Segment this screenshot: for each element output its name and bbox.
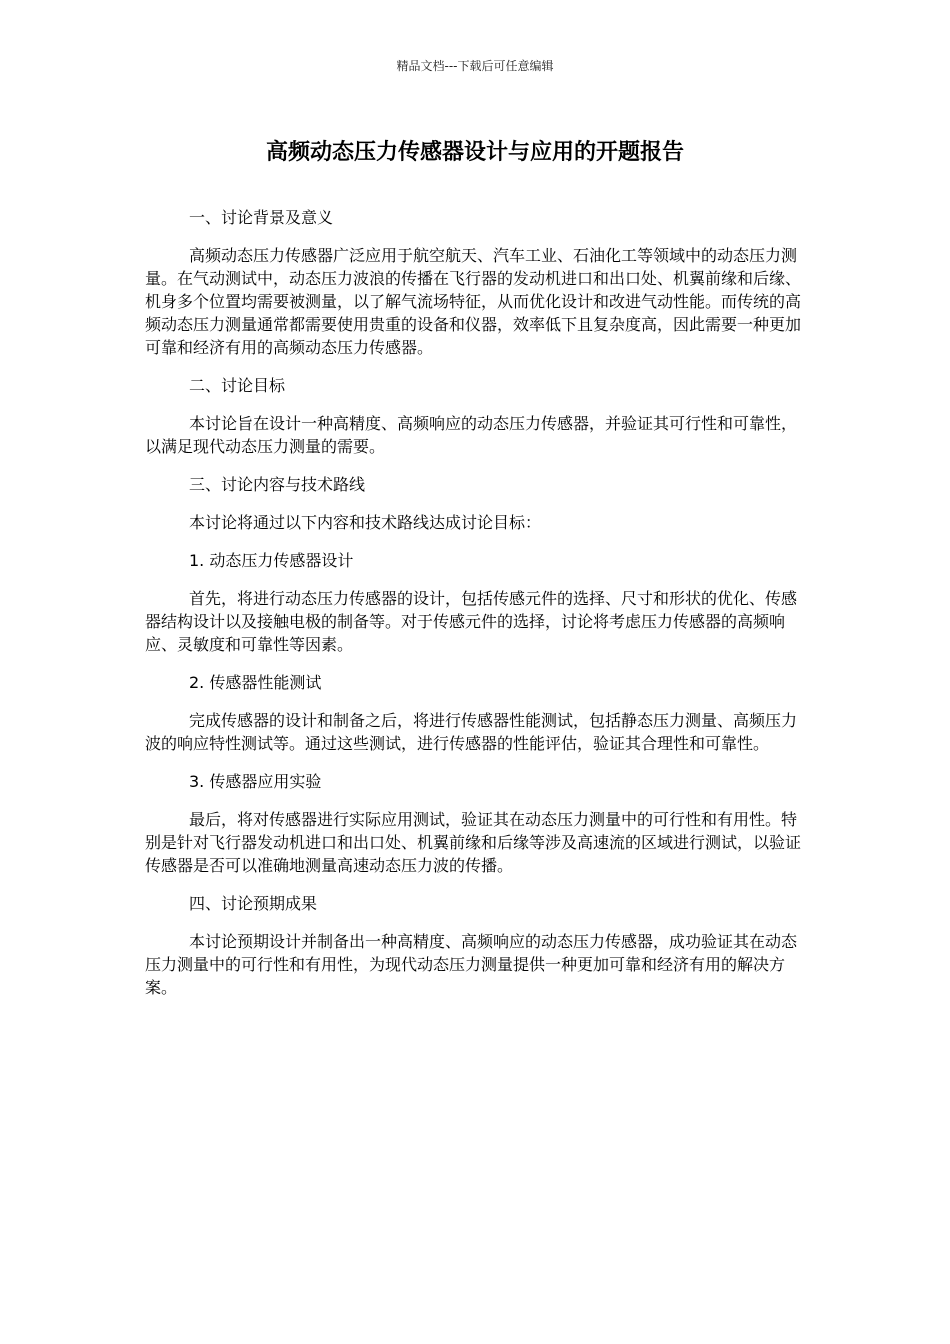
paragraph-background: 高频动态压力传感器广泛应用于航空航天、汽车工业、石油化工等领域中的动态压力测量。在气动测试中，动态压力波浪的传播在飞行器的发动机进口和出口处、机翼前缘和后缘、机身多个位置均需要被测量，以了解气流场特征，从而优化设计和改进气动性能。而传统的高频动态压力测量通常都需要使用贵重的设备和仪器，效率低下且复杂度高，因此需要一种更加可靠和经济有用的高频动态压力传感器。 [145,246,802,357]
subsection-heading-design: 1. 动态压力传感器设计 [189,551,354,570]
paragraph-expected-results: 本讨论预期设计并制备出一种高精度、高频响应的动态压力传感器，成功验证其在动态压力测量中的可行性和有用性，为现代动态压力测量提供一种更加可靠和经济有用的解决方案。 [145,932,798,997]
subsection-heading-testing: 2. 传感器性能测试 [189,673,322,692]
paragraph-application: 最后，将对传感器进行实际应用测试，验证其在动态压力测量中的可行性和有用性。特别是针对飞行器发动机进口和出口处、机翼前缘和后缘等涉及高速流的区域进行测试，以验证传感器是否可以准确地测量高速动态压力波的传播。 [145,810,802,875]
document-body [145,206,810,1014]
section-heading-expected-results: 四、讨论预期成果 [189,894,318,913]
section-heading-objectives: 二、讨论目标 [189,376,286,395]
paragraph-content-intro: 本讨论将通过以下内容和技术路线达成讨论目标： [189,513,542,532]
subsection-heading-application: 3. 传感器应用实验 [189,772,322,791]
section-heading-background: 一、讨论背景及意义 [189,208,334,227]
paragraph-objectives: 本讨论旨在设计一种高精度、高频响应的动态压力传感器，并验证其可行性和可靠性，以满足现代动态压力测量的需要。 [145,414,798,456]
page-header: 精品文档---下载后可任意编辑 [396,59,554,73]
section-heading-content-route: 三、讨论内容与技术路线 [189,475,366,494]
paragraph-design: 首先，将进行动态压力传感器的设计，包括传感元件的选择、尺寸和形状的优化、传感器结构设计以及接触电极的制备等。对于传感元件的选择，讨论将考虑压力传感器的高频响应、灵敏度和可靠性等因素。 [145,589,798,654]
paragraph-testing: 完成传感器的设计和制备之后，将进行传感器性能测试，包括静态压力测量、高频压力波的响应特性测试等。通过这些测试，进行传感器的性能评估，验证其合理性和可靠性。 [145,711,798,753]
document-title: 高频动态压力传感器设计与应用的开题报告 [265,140,684,165]
